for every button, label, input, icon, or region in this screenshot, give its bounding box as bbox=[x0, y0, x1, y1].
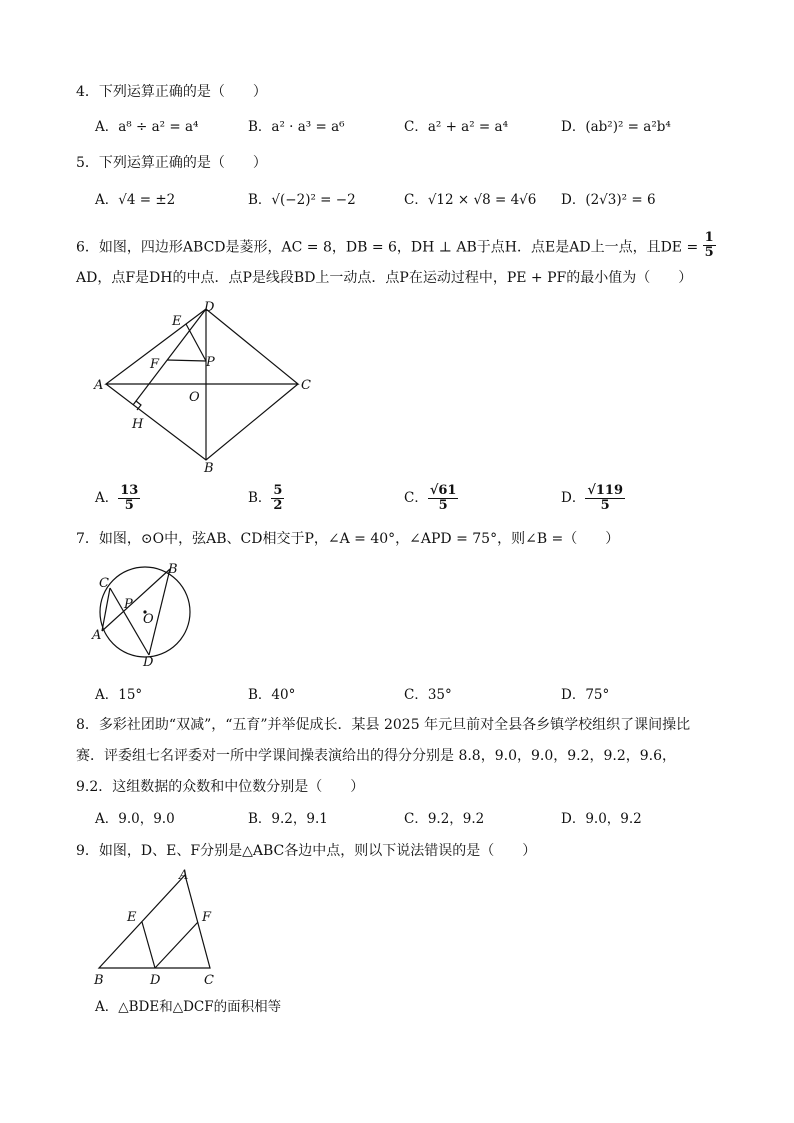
q6-segment-ep bbox=[186, 324, 206, 361]
q4-stem: 4．下列运算正确的是（ ） bbox=[76, 84, 267, 100]
q4-option-a: A．a⁸ ÷ a² = a⁴ bbox=[95, 119, 199, 135]
q8-stem-line3: 9.2．这组数据的众数和中位数分别是（ ） bbox=[76, 779, 365, 795]
q9-segment-ed bbox=[142, 922, 155, 968]
q7-label-d: D bbox=[143, 655, 154, 670]
q7-label-p: P bbox=[124, 597, 133, 612]
q7-circle-figure bbox=[90, 560, 200, 670]
q9-label-a: A bbox=[179, 868, 189, 883]
q6-option-b-num: 5 bbox=[273, 483, 283, 498]
q6-option-b-fraction bbox=[271, 484, 284, 513]
q6-label-c: C bbox=[301, 378, 311, 393]
q6-outline-top bbox=[106, 309, 298, 384]
q7-stem: 7．如图，⊙O中，弦AB、CD相交于P，∠A = 40°，∠APD = 75°，则∠B =（ ） bbox=[76, 531, 620, 547]
q6-label-a: A bbox=[94, 378, 104, 393]
q7-option-b: B．40° bbox=[248, 687, 296, 703]
q9-label-e: E bbox=[127, 910, 137, 925]
q6-label-d: D bbox=[204, 300, 215, 315]
q6-option-d-fraction bbox=[585, 484, 625, 513]
q6-option-d bbox=[561, 484, 625, 513]
q8-option-c: C．9.2，9.2 bbox=[404, 811, 485, 827]
q6-frac-den: 5 bbox=[704, 245, 714, 260]
q6-option-b bbox=[248, 484, 284, 513]
q9-triangle-figure bbox=[90, 865, 230, 990]
q6-right-angle-mark bbox=[136, 401, 141, 410]
q6-option-c-num: √61 bbox=[429, 483, 457, 498]
q8-stem-line2: 赛．评委组七名评委对一所中学课间操表演给出的得分分别是 8.8，9.0，9.0，9.2，9.2，9.6， bbox=[76, 748, 677, 764]
q6-segment-fp bbox=[167, 360, 206, 361]
q6-option-a-den: 5 bbox=[124, 498, 134, 513]
q7-label-b: B bbox=[168, 562, 178, 577]
q5-option-d: D．(2√3)² = 6 bbox=[561, 192, 656, 208]
q7-chord-ab bbox=[102, 569, 170, 631]
q6-option-c bbox=[404, 484, 458, 513]
q4-option-b: B．a² · a³ = a⁶ bbox=[248, 119, 345, 135]
q6-label-b: B bbox=[204, 461, 214, 475]
q6-label-p: P bbox=[206, 355, 215, 370]
q6-option-a-letter: A． bbox=[95, 490, 119, 506]
q6-option-c-fraction bbox=[428, 484, 459, 513]
q9-label-d: D bbox=[150, 973, 161, 988]
q6-stem-line2: AD，点F是DH的中点．点P是线段BD上一动点．点P在运动过程中，PE + PF的最小值为（ ） bbox=[76, 270, 693, 286]
q4-option-d: D．(ab²)² = a²b⁴ bbox=[561, 119, 671, 135]
q4-option-c: C．a² + a² = a⁴ bbox=[404, 119, 508, 135]
q9-stem: 9．如图，D、E、F分别是△ABC各边中点，则以下说法错误的是（ ） bbox=[76, 843, 537, 859]
q6-option-a-fraction bbox=[118, 484, 140, 513]
q9-segment-df bbox=[155, 922, 198, 968]
q7-option-a: A．15° bbox=[95, 687, 143, 703]
q9-triangle-abc bbox=[99, 875, 210, 968]
q6-rhombus-figure bbox=[92, 300, 322, 475]
q6-stem-fraction bbox=[703, 231, 716, 260]
q9-label-c: C bbox=[204, 973, 214, 988]
q9-label-f: F bbox=[202, 910, 212, 925]
q6-stem-text: 6．如图，四边形ABCD是菱形，AC = 8，DB = 6，DH ⊥ AB于点H．点E是AD上一点，且DE = bbox=[76, 239, 699, 256]
q6-frac-num: 1 bbox=[704, 230, 714, 245]
q6-stem-line1 bbox=[76, 230, 716, 262]
q7-label-a: A bbox=[92, 628, 102, 643]
q9-option-a: A．△BDE和△DCF的面积相等 bbox=[95, 999, 282, 1015]
q8-stem-line1: 8．多彩社团助“双减”，“五育”并举促成长．某县 2025 年元旦前对全县各乡镇学校组织了课间操比 bbox=[76, 717, 691, 733]
q7-option-c: C．35° bbox=[404, 687, 452, 703]
q8-option-b: B．9.2，9.1 bbox=[248, 811, 328, 827]
q6-option-d-num: √119 bbox=[587, 483, 624, 498]
q6-option-c-letter: C． bbox=[404, 490, 428, 506]
q5-option-b: B．√(−2)² = −2 bbox=[248, 192, 356, 208]
q6-option-c-den: 5 bbox=[438, 498, 448, 513]
q6-option-a bbox=[95, 484, 140, 513]
q6-option-d-den: 5 bbox=[600, 498, 610, 513]
q9-label-b: B bbox=[94, 973, 104, 988]
q7-label-o: O bbox=[143, 612, 154, 627]
q5-stem: 5．下列运算正确的是（ ） bbox=[76, 155, 267, 171]
q8-option-d: D．9.0，9.2 bbox=[561, 811, 642, 827]
q6-option-b-den: 2 bbox=[273, 498, 283, 513]
q6-label-f: F bbox=[150, 357, 160, 372]
q5-option-a: A．√4 = ±2 bbox=[95, 192, 176, 208]
q7-label-c: C bbox=[99, 576, 109, 591]
q7-option-d: D．75° bbox=[561, 687, 610, 703]
q6-label-h: H bbox=[132, 417, 144, 432]
q6-option-d-letter: D． bbox=[561, 490, 586, 506]
q6-option-a-num: 13 bbox=[120, 483, 139, 498]
q6-label-o: O bbox=[189, 390, 200, 405]
q6-option-b-letter: B． bbox=[248, 490, 272, 506]
q6-label-e: E bbox=[172, 314, 182, 329]
q8-option-a: A．9.0，9.0 bbox=[95, 811, 175, 827]
q5-option-c: C．√12 × √8 = 4√6 bbox=[404, 192, 537, 208]
